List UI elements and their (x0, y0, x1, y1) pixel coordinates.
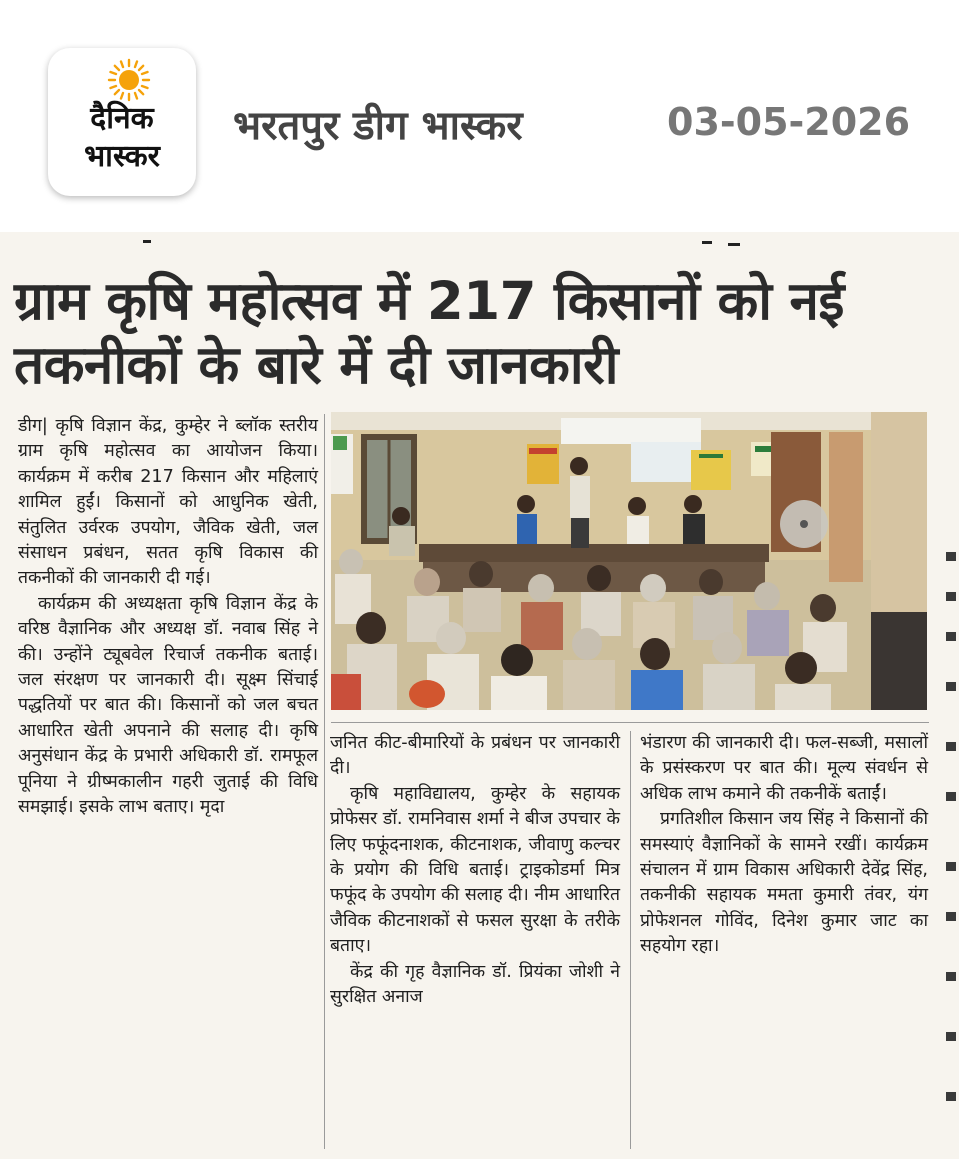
section-divider (331, 722, 929, 723)
article-paragraph: डीग| कृषि विज्ञान केंद्र, कुम्हेर ने ब्लॉक स्तरीय ग्राम कृषि महोत्सव का आयोजन किया। कार्यक्रम में करीब 217 किसान और महिलाएं शामिल हुईं। किसानों को आधुनिक खेती, संतुलित उर्वरक उपयोग, जैविक खेती, जल संसाधन प्रबंधन, सतत कृषि विकास की तकनीकों की जानकारी दी गई। (18, 416, 318, 589)
news-clipping (0, 232, 959, 1159)
logo-word-dainik: दैनिक (90, 101, 154, 136)
torn-top-edge (0, 232, 959, 246)
edition-name: भरतपुर डीग भास्कर (233, 103, 523, 149)
sun-icon (107, 58, 151, 102)
column-divider (630, 731, 631, 1149)
logo-word-bhaskar: भास्कर (84, 139, 160, 174)
event-photo-illustration (331, 412, 927, 710)
edition-date: 03-05-2026 (667, 100, 911, 144)
adjacent-article-edge (944, 532, 959, 1152)
article-paragraph: कार्यक्रम की अध्यक्षता कृषि विज्ञान केंद्र के वरिष्ठ वैज्ञानिक और अध्यक्ष डॉ. नवाब सिंह ने की। उन्होंने ट्यूबवेल रिचार्ज तकनीक बताई। जल संरक्षण पर जानकारी दी। सूक्ष्म सिंचाई पद्धतियों पर बात की। किसानों को जल बचत आधारित खेती अपनाने की सलाह दी। कृषि अनुसंधान केंद्र के प्रभारी अधिकारी डॉ. रामफूल पूनिया ने ग्रीष्मकालीन गहरी जुताई की विधि समझाई। इसके लाभ बताए। मृदा (18, 593, 318, 818)
article-paragraph: केंद्र की गृह वैज्ञानिक डॉ. प्रियंका जोशी ने सुरक्षित अनाज (330, 961, 620, 1008)
article-column-3 (640, 731, 928, 960)
dainik-bhaskar-logo[interactable] (48, 48, 196, 196)
article-headline: ग्राम कृषि महोत्सव में 217 किसानों को नई तकनीकों के बारे में दी जानकारी (14, 271, 844, 396)
article-paragraph: भंडारण की जानकारी दी। फल-सब्जी, मसालों के प्रसंस्करण पर बात की। मूल्य संवर्धन से अधिक लाभ कमाने की तकनीकें बताईं। (640, 733, 928, 804)
article-paragraph: प्रगतिशील किसान जय सिंह ने किसानों की समस्याएं वैज्ञानिकों के सामने रखीं। कार्यक्रम संचालन में ग्राम विकास अधिकारी देवेंद्र सिंह, तकनीकी सहायक ममता कुमारी तंवर, यंग प्रोफेशनल गोविंद, दिनेश कुमार जाट का सहयोग रहा। (640, 809, 928, 957)
source-header (0, 0, 959, 232)
article-paragraph: कृषि महाविद्यालय, कुम्हेर के सहायक प्रोफेसर डॉ. रामनिवास शर्मा ने बीज उपचार के लिए फफूंदनाशक, कीटनाशक, जीवाणु कल्चर के प्रयोग की विधि बताई। ट्राइकोडर्मा मित्र फफूंद के उपयोग की सलाह दी। नीम आधारित जैविक कीटनाशकों से फसल सुरक्षा के तरीके बताए। (330, 783, 620, 957)
article-paragraph: जनित कीट-बीमारियों के प्रबंधन पर जानकारी दी। (330, 733, 620, 779)
article-column-1 (18, 414, 318, 821)
event-photo[interactable] (331, 412, 927, 710)
article-column-2 (330, 731, 620, 1010)
column-divider (324, 414, 325, 1149)
